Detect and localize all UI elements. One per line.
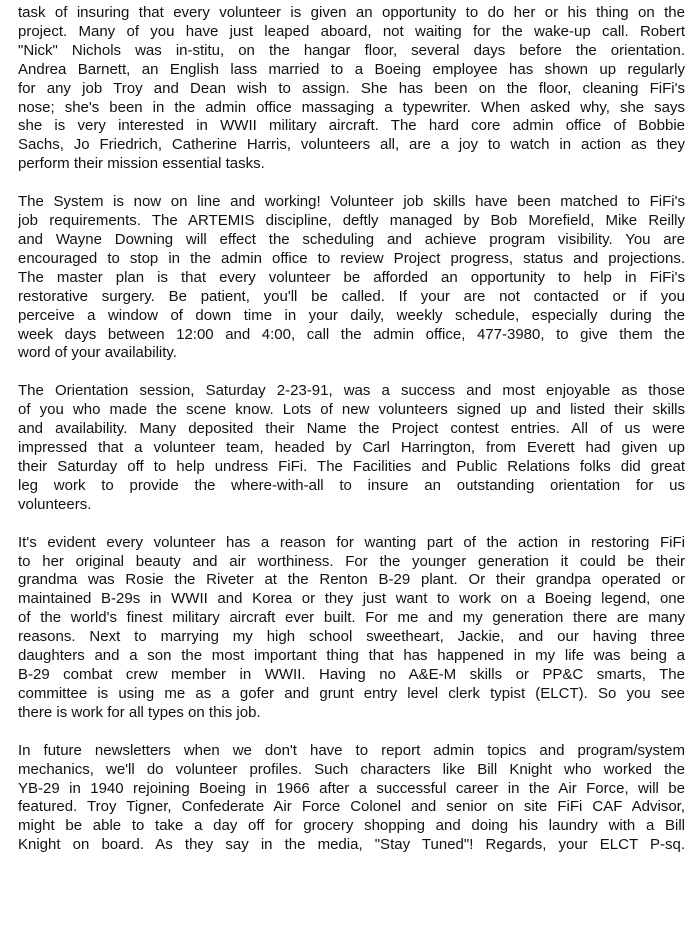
text-line: for any job Troy and Dean wish to assign. She has been on the floor, cleaning FiFi's: [18, 79, 685, 97]
text-line: maintained B-29s in WWII and Korea or they just want to work on a Boeing legend, one: [18, 590, 685, 608]
text-line: volunteers.: [18, 495, 92, 513]
text-line: mechanics, we'll do volunteer profiles. Such characters like Bill Knight who worked the: [18, 760, 685, 778]
text-line: Knight on board. As they say in the media, "Stay Tuned"! Regards, your ELCT P-sq.: [18, 836, 685, 854]
text-line: leg work to provide the where-with-all to insure an outstanding orientation for us: [18, 476, 685, 494]
text-line: Andrea Barnett, an English lass married to a Boeing employee has shown up regularly: [18, 60, 685, 78]
text-line: perceive a window of down time in your daily, weekly schedule, especially during the: [18, 306, 685, 324]
text-line: of the world's finest military aircraft ever built. For me and my generation there are many: [18, 609, 685, 627]
text-line: "Nick" Nichols was in-stitu, on the hangar floor, several days before the orientation.: [18, 41, 685, 59]
text-line: committee is using me as a gofer and grunt entry level clerk typist (ELCT). So you see: [18, 684, 685, 702]
paragraph-system-online: [18, 193, 685, 363]
text-line: YB-29 in 1940 rejoining Boeing in 1966 after a successful career in the Air Force, will be: [18, 779, 685, 797]
newsletter-page: [18, 4, 685, 874]
text-line: project. Many of you have just leaped aboard, not waiting for the wake-up call. Robert: [18, 22, 685, 40]
text-line: It's evident every volunteer has a reason for wanting part of the action in restoring FiFi: [18, 533, 685, 551]
paragraph-volunteer-reasons: [18, 534, 685, 723]
text-line: there is work for all types on this job.: [18, 703, 261, 721]
text-line: of you who made the scene know. Lots of new volunteers signed up and listed their skills: [18, 401, 685, 419]
text-line: perform their mission essential tasks.: [18, 155, 265, 173]
paragraph-future-newsletters: [18, 742, 685, 855]
text-line: In future newsletters when we don't have to report admin topics and program/system: [18, 741, 685, 759]
text-line: job requirements. The ARTEMIS discipline, deftly managed by Bob Morefield, Mike Reilly: [18, 212, 685, 230]
text-line: The System is now on line and working! Volunteer job skills have been matched to FiFi's: [18, 193, 685, 211]
text-line: B-29 combat crew member in WWII. Having no A&E-M skills or PP&C smarts, The: [18, 666, 685, 683]
text-line: Sachs, Jo Friedrich, Catherine Harris, volunteers all, are a joy to watch in action as they: [18, 136, 685, 154]
text-line: and Wayne Downing will effect the scheduling and achieve program visibility. You are: [18, 230, 685, 248]
text-line: task of insuring that every volunteer is given an opportunity to do her or his thing on the: [18, 4, 685, 21]
text-line: grandma was Rosie the Riveter at the Renton B-29 plant. Or their grandpa operated or: [18, 571, 685, 589]
paragraph-volunteers-aboard: [18, 4, 685, 174]
text-line: The Orientation session, Saturday 2-23-91, was a success and most enjoyable as those: [18, 382, 685, 400]
paragraph-orientation-session: [18, 382, 685, 514]
text-line: featured. Troy Tigner, Confederate Air Force Colonel and senior on site FiFi CAF Advisor,: [18, 798, 685, 816]
text-line: and availability. Many deposited their Name the Project contest entries. All of us were: [18, 420, 685, 438]
text-line: she is very interested in WWII military aircraft. The hard core admin office of Bobbie: [18, 117, 685, 135]
text-line: restorative surgery. Be patient, you'll be called. If your are not contacted or if you: [18, 287, 685, 305]
text-line: word of your availability.: [18, 344, 177, 362]
text-line: their Saturday off to help undress FiFi. The Facilities and Public Relations folks did great: [18, 457, 685, 475]
text-line: might be able to take a day off for grocery shopping and doing his laundry with a Bill: [18, 817, 685, 835]
text-line: nose; she's been in the admin office massaging a typewriter. When asked why, she says: [18, 98, 685, 116]
text-line: week days between 12:00 and 4:00, call the admin office, 477-3980, to give them the: [18, 325, 685, 343]
text-line: The master plan is that every volunteer be afforded an opportunity to help in FiFi's: [18, 268, 685, 286]
text-line: reasons. Next to marrying my high school sweetheart, Jackie, and our having three: [18, 628, 685, 646]
text-line: encouraged to stop in the admin office to review Project progress, status and projections.: [18, 249, 685, 267]
text-line: daughters and a son the most important thing that has happened in my life was being a: [18, 647, 685, 665]
text-line: impressed that a volunteer team, headed by Carl Harrington, from Everett had given up: [18, 439, 685, 457]
text-line: to her original beauty and air worthiness. For the younger generation it could be their: [18, 552, 685, 570]
